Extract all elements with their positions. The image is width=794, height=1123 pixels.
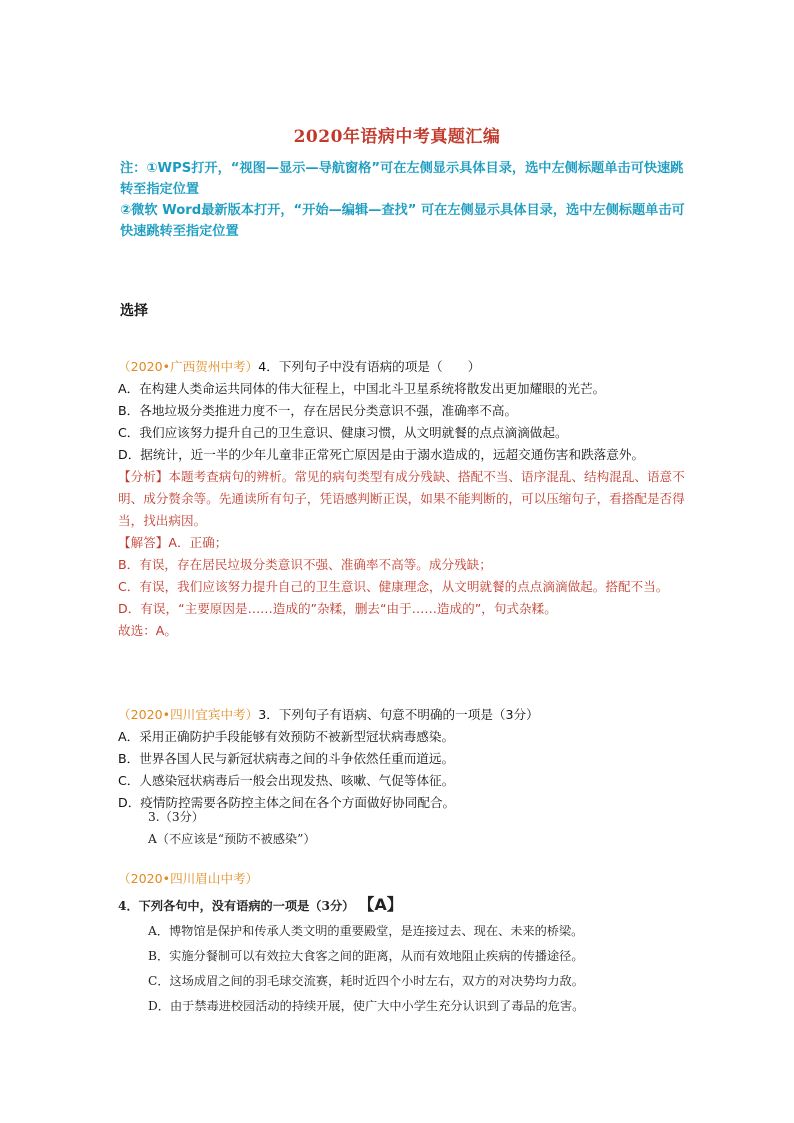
question-3 bbox=[118, 868, 688, 890]
document-title: 2020年语病中考真题汇编 bbox=[293, 127, 501, 147]
question-2-option-b: B．世界各国人民与新冠状病毒之间的斗争依然任重而道远。 bbox=[118, 751, 455, 766]
question-2-option-d: D．疫情防控需要各防控主体之间在各个方面做好协同配合。 bbox=[118, 795, 456, 810]
question-2-stem: （2020•四川宜宾中考）3．下列句子有语病、句意不明确的一项是（3分） bbox=[118, 707, 539, 722]
question-3-option-d: D．由于禁毒进校园活动的持续开展，使广大中小学生充分认识到了毒品的危害。 bbox=[148, 999, 585, 1013]
note-line-2: ②微软 Word最新版本打开，“开始—编辑—查找” 可在左侧显示具体目录，选中左侧标题单击可快速跳转至指定位置 bbox=[120, 203, 685, 239]
navigation-note bbox=[120, 158, 685, 242]
question-2-key-line-2: A（不应该是“预防不被感染”） bbox=[148, 832, 316, 846]
question-1-answer-b: B．有误，存在居民垃圾分类意识不强、准确率不高等。成分残缺； bbox=[118, 557, 492, 572]
question-1-analysis: 【分析】本题考查病句的辨析。常见的病句类型有成分残缺、搭配不当、语序混乱、结构混乱、语意不明、成分赘余等。先通读所有句子，凭语感判断正误，如果不能判断的，可以压缩句子，看搭配是否得当，找出病因。 bbox=[118, 469, 685, 528]
question-1-source: （2020•广西贺州中考） bbox=[118, 359, 259, 374]
question-1-option-c: C．我们应该努力提升自己的卫生意识、健康习惯，从文明就餐的点点滴滴做起。 bbox=[118, 425, 568, 440]
question-1 bbox=[118, 356, 688, 642]
question-2-option-c: C．人感染冠状病毒后一般会出现发热、咳嗽、气促等体征。 bbox=[118, 773, 455, 788]
question-2-answer-key bbox=[148, 806, 708, 850]
question-1-answer-head: 【解答】A．正确； bbox=[118, 535, 228, 550]
question-3-answer: 【A】 bbox=[366, 895, 403, 914]
question-3-option-b: B．实施分餐制可以有效拉大食客之间的距离，从而有效地阻止疾病的传播途径。 bbox=[148, 949, 584, 963]
question-2 bbox=[118, 704, 688, 814]
section-heading: 选择 bbox=[120, 303, 148, 319]
note-line-1: 注：①WPS打开，“视图—显示—导航窗格”可在左侧显示具体目录，选中左侧标题单击可快速跳转至指定位置 bbox=[120, 161, 684, 197]
question-1-option-b: B．各地垃圾分类推进力度不一，存在居民分类意识不强，准确率不高。 bbox=[118, 403, 518, 418]
question-3-stem: 4．下列各句中，没有语病的一项是（3分） 【A】 bbox=[118, 895, 403, 914]
question-2-key-line-1: 3.（3分） bbox=[148, 810, 204, 824]
question-2-source: （2020•四川宜宾中考） bbox=[118, 707, 259, 722]
question-1-answer-c: C．有误，我们应该努力提升自己的卫生意识、健康理念，从文明就餐的点点滴滴做起。搭配不当。 bbox=[118, 579, 669, 594]
question-3-scan bbox=[118, 892, 678, 1019]
question-1-answer-d: D．有误，“主要原因是……造成的”杂糅，删去“由于……造成的”，句式杂糅。 bbox=[118, 601, 557, 616]
question-3-source: （2020•四川眉山中考） bbox=[118, 871, 259, 886]
question-3-option-a: A．博物馆是保护和传承人类文明的重要殿堂，是连接过去、现在、未来的桥梁。 bbox=[148, 924, 584, 938]
question-2-option-a: A．采用正确防护手段能够有效预防不被新型冠状病毒感染。 bbox=[118, 729, 455, 744]
question-1-choice: 故选：A。 bbox=[118, 623, 177, 638]
question-1-stem: （2020•广西贺州中考）4．下列句子中没有语病的项是（ ） bbox=[118, 359, 481, 374]
question-1-option-a: A．在构建人类命运共同体的伟大征程上，中国北斗卫星系统将散发出更加耀眼的光芒。 bbox=[118, 381, 606, 396]
question-3-option-c: C．这场成眉之间的羽毛球交流赛，耗时近四个小时左右，双方的对决势均力敌。 bbox=[148, 974, 584, 988]
question-1-option-d: D．据统计，近一半的少年儿童非正常死亡原因是由于溺水造成的，远超交通伤害和跌落意外。 bbox=[118, 447, 645, 462]
